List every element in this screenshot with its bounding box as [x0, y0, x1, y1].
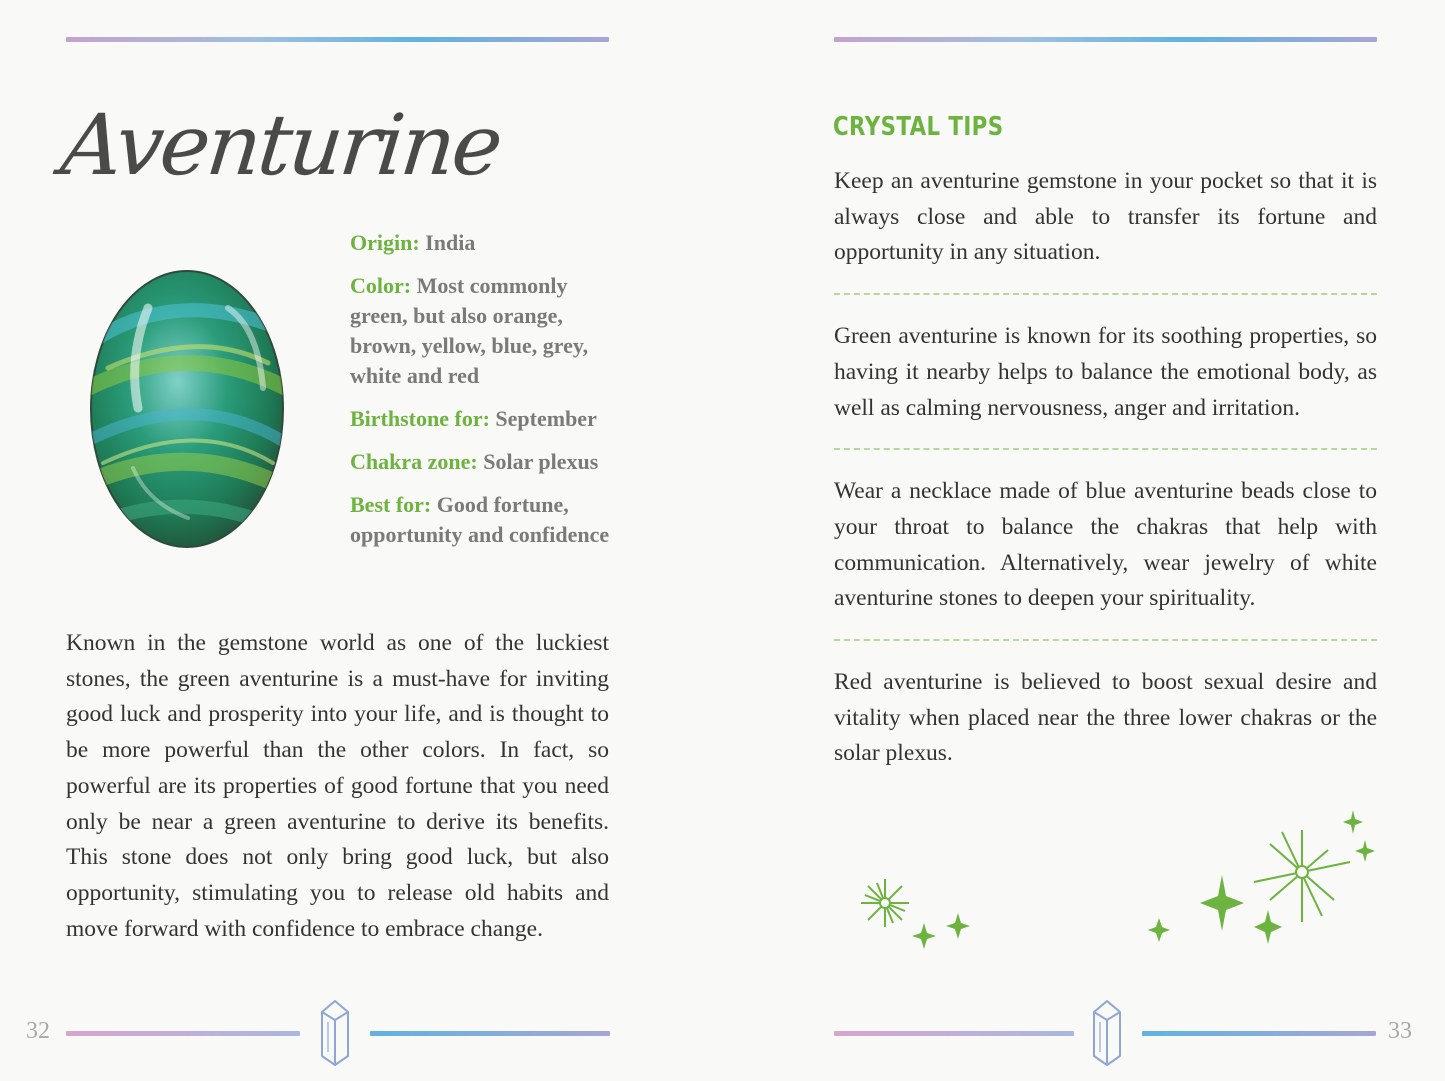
crystal-icon	[316, 998, 354, 1068]
fact-birthstone: Birthstone for: September	[350, 406, 597, 431]
sparkle-icon	[1254, 830, 1350, 922]
fact-origin: Origin: India	[350, 230, 476, 255]
left-footer	[0, 998, 722, 1070]
crystal-tips-heading: CRYSTAL TIPS	[833, 112, 1004, 142]
tip-item: Red aventurine is believed to boost sexual desire and vitality when placed near the three lower chakras or the solar plexus.	[834, 669, 1377, 767]
tip-item: Green aventurine is known for its soothing properties, so having it nearby helps to balance the emotional body, as well as calming nervousness, anger and irritation.	[834, 323, 1377, 421]
page-title: Aventurine	[56, 96, 505, 194]
right-footer	[722, 998, 1445, 1070]
stone-facts	[350, 228, 630, 563]
sparkle-icon	[912, 923, 936, 949]
footer-line-left	[66, 1031, 300, 1036]
fact-chakra-zone: Chakra zone: Solar plexus	[350, 449, 599, 474]
sparkle-icon	[946, 913, 970, 939]
sparkle-icon	[1343, 810, 1363, 834]
footer-line-left	[834, 1031, 1074, 1036]
top-decorative-bar	[66, 37, 609, 42]
sparkle-icon	[861, 879, 909, 927]
page-number: 32	[26, 1018, 50, 1044]
fact-color: Color: Most commonly green, but also orange, brown, yellow, blue, grey, white and red	[350, 273, 589, 388]
aventurine-stone-image	[88, 268, 286, 550]
fact-best-for: Best for: Good fortune, opportunity and confidence	[350, 492, 610, 547]
tip-item: Keep an aventurine gemstone in your pocket so that it is always close and able to transfer its fortune and opportunity in any situation.	[834, 168, 1377, 266]
tip-divider	[834, 293, 1377, 295]
tip-divider	[834, 448, 1377, 450]
footer-line-right	[370, 1031, 610, 1036]
sparkle-icon	[1200, 875, 1244, 931]
left-page	[0, 0, 722, 1081]
sparkle-icon	[1355, 840, 1375, 862]
tip-divider	[834, 639, 1377, 641]
crystal-icon	[1088, 998, 1126, 1068]
tip-item: Wear a necklace made of blue aventurine beads close to your throat to balance the chakras that help with communication. Alternatively, wear jewelry of white aventurine stones to deepen your spirituality.	[834, 478, 1377, 612]
footer-line-right	[1142, 1031, 1376, 1036]
body-paragraph: Known in the gemstone world as one of the luckiest stones, the green aventurine is a must-have for inviting good luck and prosperity into your life, and is thought to be more powerful than the other colors. In fact, so powerful are its properties of good fortune that you need only be near a green aventurine to derive its benefits. This stone does not only bring good luck, but also opportunity, stimulating you to release old habits and move forward with confidence to embrace change.	[66, 630, 609, 942]
top-decorative-bar	[834, 37, 1377, 42]
right-page	[722, 0, 1445, 1081]
sparkle-icon	[1148, 918, 1170, 942]
page-number: 33	[1388, 1018, 1412, 1044]
crystal-tips-list	[834, 164, 1377, 772]
sparkle-icon	[1254, 910, 1282, 944]
